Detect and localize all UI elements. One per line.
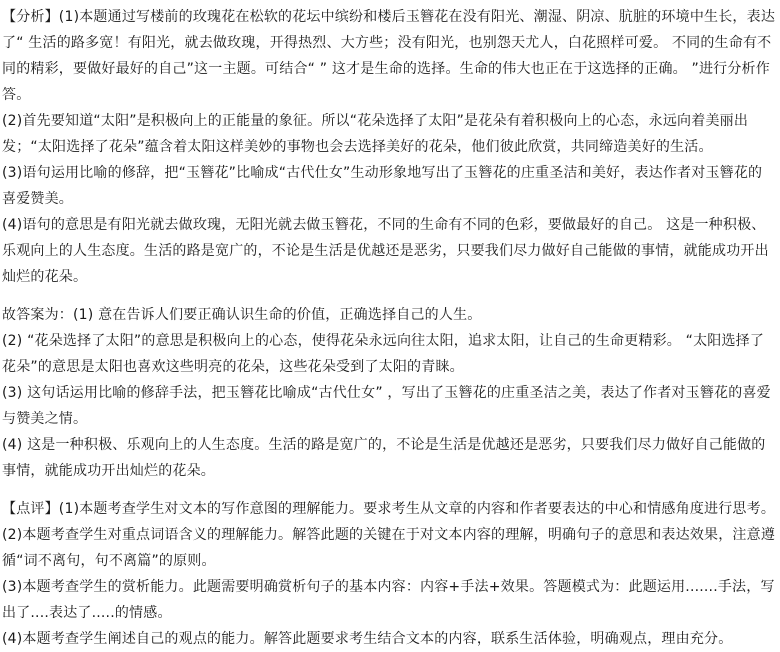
review-paragraph-1: 【点评】(1)本题考查学生对文本的写作意图的理解能力。要求考生从文章的内容和作者要表达的中心和情感角度进行思考。 (2, 501, 776, 517)
analysis-paragraph-4: (4)语句的意思是有阳光就去做玫瑰，无阳光就去做玉簪花，不同的生命有不同的色彩，要做最好的自己。 这是一种积极、乐观向上的人生态度。生活的路是宽广的，不论是生活是优越还是恶劣，只要我们尽力做好自己能做的事情，就能成功开出灿烂的花朵。 (2, 217, 769, 285)
review-paragraph-2: (2)本题考查学生对重点词语含义的理解能力。解答此题的关键在于对文本内容的理解，明确句子的意思和表达效果，注意遵循“词不离句，句不离篇”的原则。 (2, 527, 776, 569)
analysis-paragraph-1: 【分析】(1)本题通过写楼前的玫瑰花在松软的花坛中缤纷和楼后玉簪花在没有阳光、潮湿、阴凉、肮脏的环境中生长，表达了“ 生活的路多宽！有阳光，就去做玫瑰，开得热烈、大方些；没有阳光，也别怨天尤人，白花照样可爱。 不同的生命有不同的精彩，要做好最好的自己”这一主题。可结合“ ” 这才是生命的选择。生命的伟大也正在于这选择的正确。 ”进行分析作答。 (2, 9, 776, 103)
answer-paragraph-2: (2) “花朵选择了太阳”的意思是积极向上的心态，使得花朵永远向往太阳，追求太阳，让自己的生命更精彩。 “太阳选择了花朵”的意思是太阳也喜欢这些明亮的花朵，这些花朵受到了太阳的青睐。 (2, 333, 765, 375)
answer-paragraph-1: 故答案为：(1) 意在告诉人们要正确认识生命的价值，正确选择自己的人生。 (2, 307, 482, 323)
review-section (2, 496, 776, 652)
answer-paragraph-4: (4) 这是一种积极、乐观向上的人生态度。生活的路是宽广的，不论是生活是优越还是恶劣，只要我们尽力做好自己能做的事情，就能成功开出灿烂的花朵。 (2, 437, 766, 479)
review-paragraph-4: (4)本题考查学生阐述自己的观点的能力。解答此题要求考生结合文本的内容，联系生活体验，明确观点，理由充分。 (2, 631, 733, 647)
analysis-paragraph-3: (3)语句运用比喻的修辞，把“玉簪花”比喻成“古代仕女”生动形象地写出了玉簪花的庄重圣洁和美好，表达作者对玉簪花的喜爱赞美。 (2, 165, 763, 207)
section-spacer (2, 484, 776, 496)
section-spacer (2, 290, 776, 302)
answer-section (2, 302, 776, 484)
analysis-paragraph-2: (2)首先要知道“太阳”是积极向上的正能量的象征。所以“花朵选择了太阳”是花朵有着积极向上的心态，永远向着美丽出发；“太阳选择了花朵”蕴含着太阳这样美妙的事物也会去选择美好的花朵，他们彼此欣赏，共同缔造美好的生活。 (2, 113, 749, 155)
answer-paragraph-3: (3) 这句话运用比喻的修辞手法，把玉簪花比喻成“古代仕女” ，写出了玉簪花的庄重圣洁之美，表达了作者对玉簪花的喜爱与赞美之情。 (2, 385, 771, 427)
review-paragraph-3: (3)本题考查学生的赏析能力。此题需要明确赏析句子的基本内容：内容+手法+效果。答题模式为：此题运用.......手法，写出了....表达了.....的情感。 (2, 579, 775, 621)
analysis-section (2, 4, 776, 290)
